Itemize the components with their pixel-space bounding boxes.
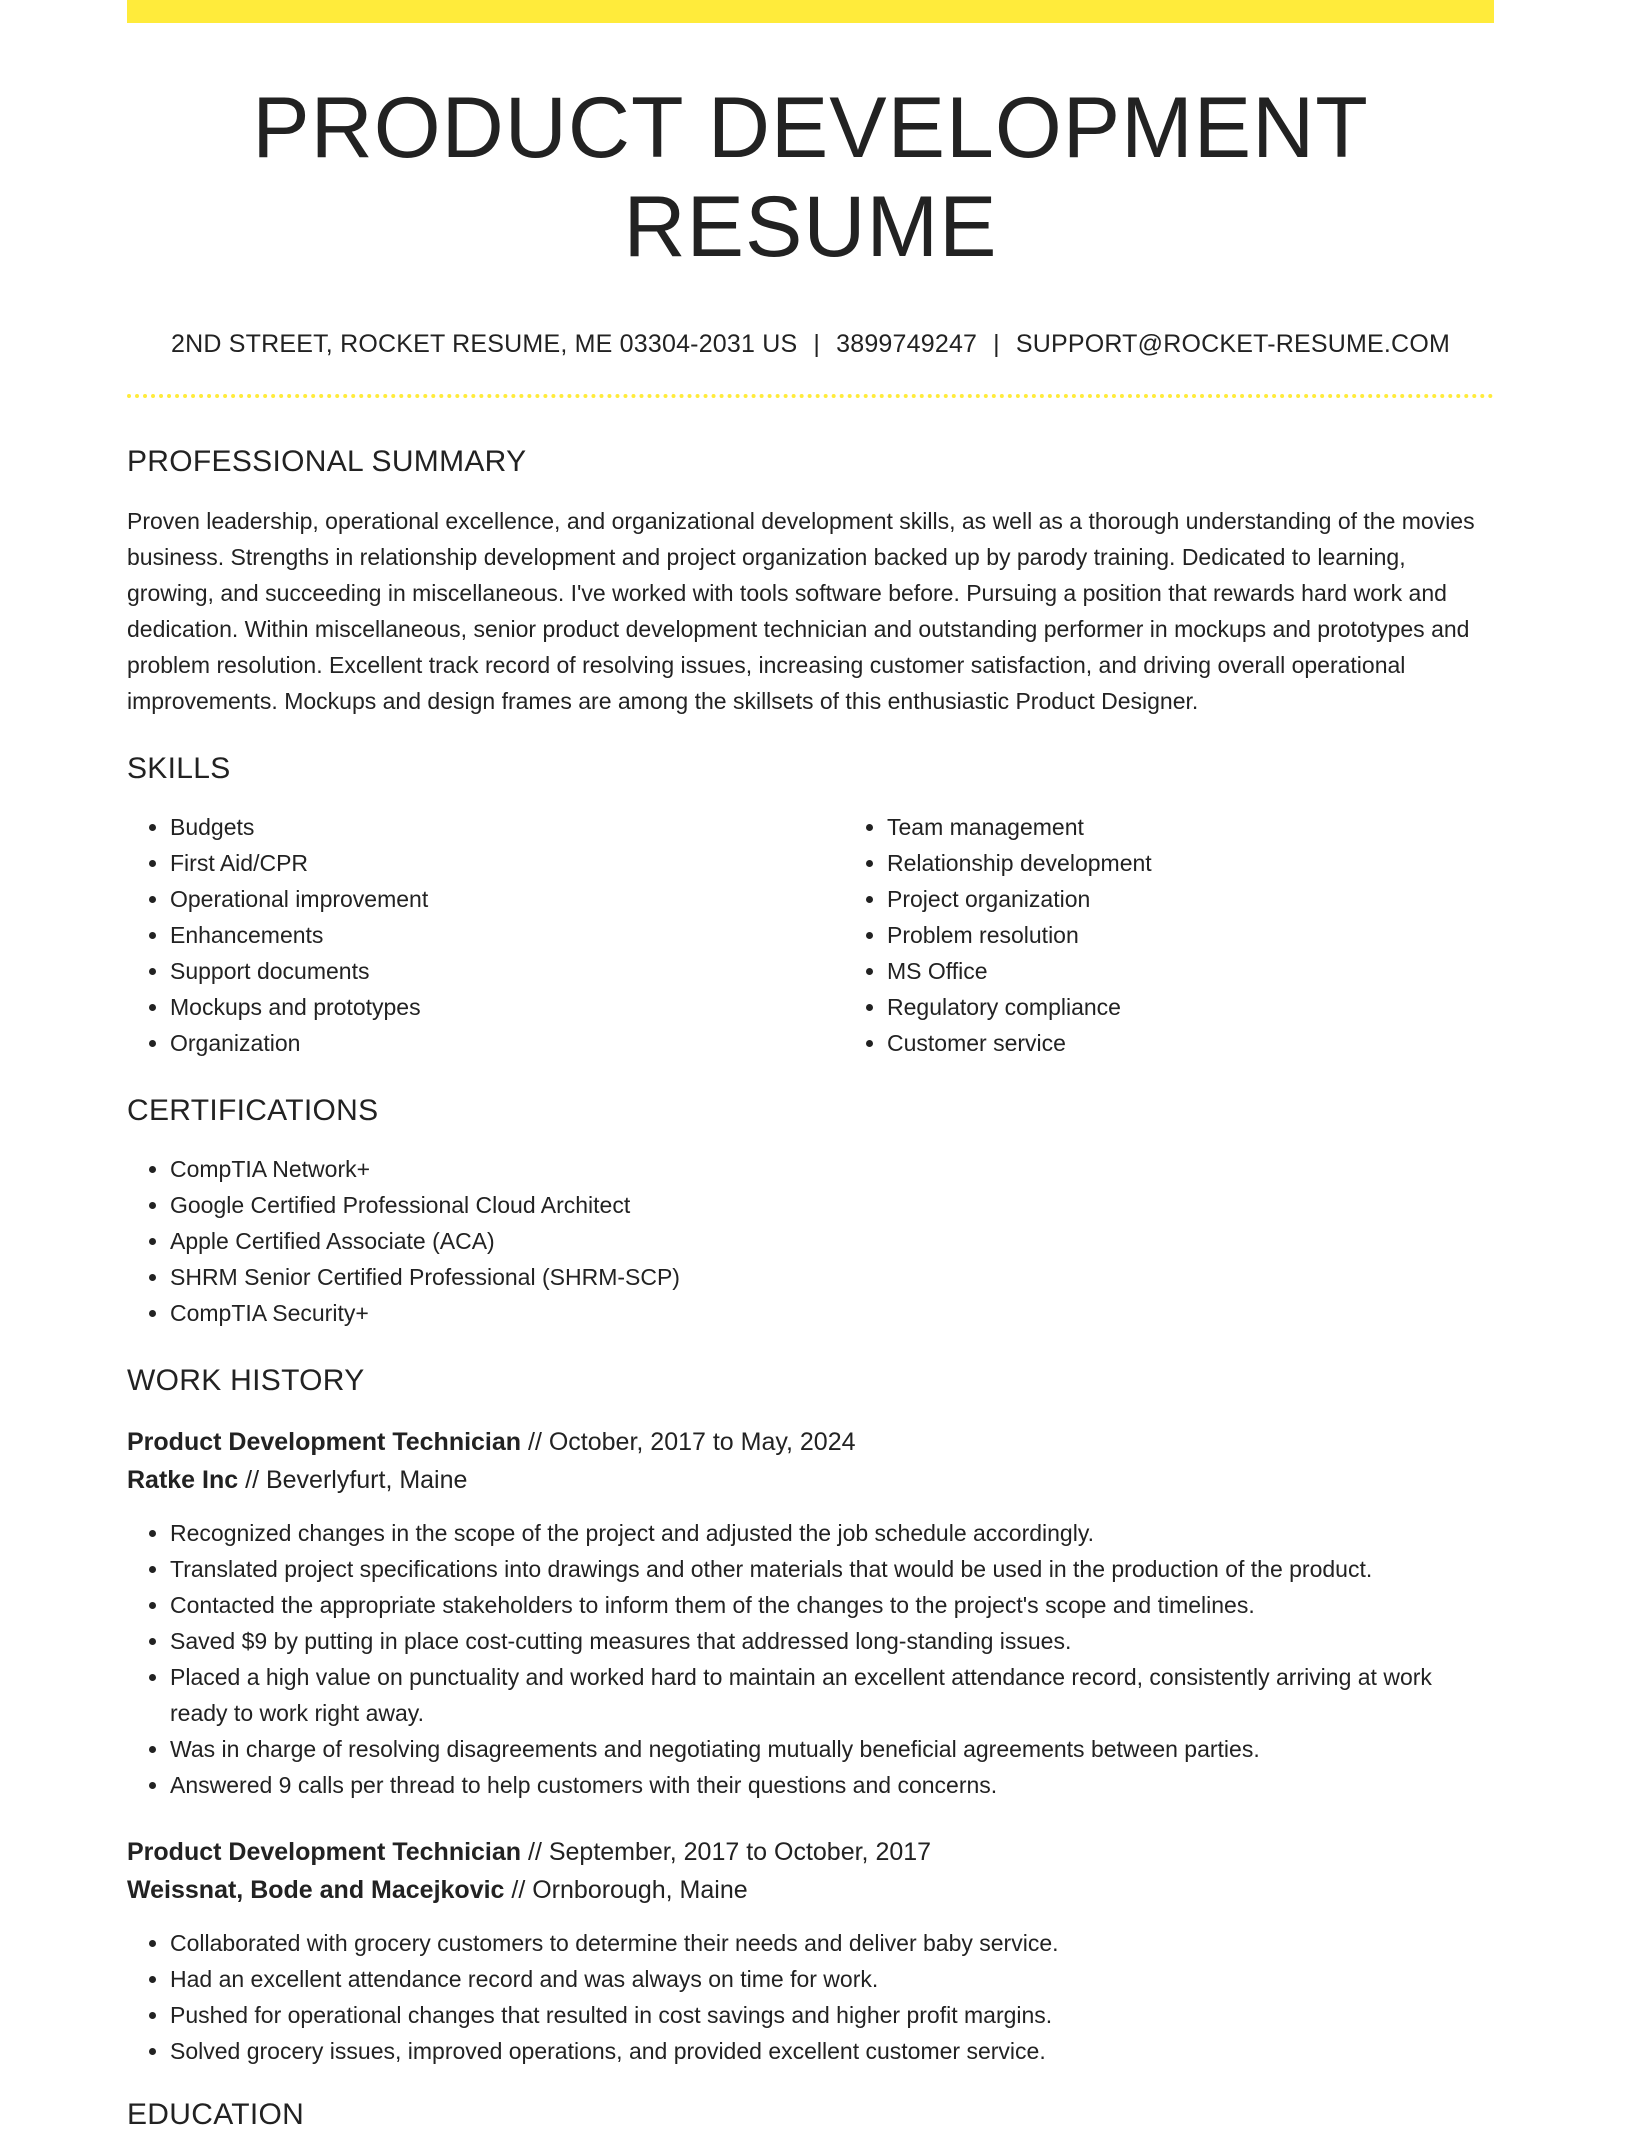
skill-item: • Regulatory compliance bbox=[887, 989, 1494, 1025]
skills-list-right bbox=[844, 809, 1494, 1061]
job-location: // Ornborough, Maine bbox=[504, 1875, 748, 1904]
job-entry bbox=[127, 1423, 1494, 1803]
skill-item: • Project organization bbox=[887, 881, 1494, 917]
skill-item: • Team management bbox=[887, 809, 1494, 845]
resume-page bbox=[127, 0, 1494, 2133]
certification-item: • SHRM Senior Certified Professional (SHRM-SCP) bbox=[170, 1259, 1494, 1295]
job-company-line bbox=[127, 1871, 1494, 1909]
dotted-divider bbox=[127, 394, 1494, 398]
contact-line bbox=[127, 329, 1494, 359]
job-bullet: • Contacted the appropriate stakeholders to inform them of the changes to the project's scope and timelines. bbox=[170, 1587, 1494, 1623]
job-company: Weissnat, Bode and Macejkovic bbox=[127, 1875, 505, 1904]
job-bullet: • Was in charge of resolving disagreements and negotiating mutually beneficial agreements between parties. bbox=[170, 1731, 1494, 1767]
contact-phone[interactable]: 3899749247 bbox=[836, 329, 978, 358]
certifications-section bbox=[127, 1093, 1494, 1331]
skill-item: • Problem resolution bbox=[887, 917, 1494, 953]
contact-separator: | bbox=[813, 329, 821, 358]
work-history-section bbox=[127, 1363, 1494, 2069]
accent-top-bar bbox=[127, 0, 1494, 23]
certifications-list bbox=[127, 1151, 1494, 1331]
certification-item: • CompTIA Network+ bbox=[170, 1151, 1494, 1187]
job-bullet: • Recognized changes in the scope of the project and adjusted the job schedule accordingly. bbox=[170, 1515, 1494, 1551]
job-title-line bbox=[127, 1423, 1494, 1461]
education-heading: EDUCATION bbox=[127, 2097, 305, 2131]
skills-section bbox=[127, 751, 1494, 1061]
skill-item: • Budgets bbox=[170, 809, 844, 845]
certification-item: • Apple Certified Associate (ACA) bbox=[170, 1223, 1494, 1259]
skills-grid bbox=[127, 809, 1494, 1061]
skills-list-left bbox=[127, 809, 844, 1061]
job-entry bbox=[127, 1833, 1494, 2069]
summary-section bbox=[127, 444, 1494, 719]
job-role: Product Development Technician bbox=[127, 1837, 522, 1866]
job-dates: // October, 2017 to May, 2024 bbox=[521, 1427, 856, 1456]
certification-item: • CompTIA Security+ bbox=[170, 1295, 1494, 1331]
certification-item: • Google Certified Professional Cloud Architect bbox=[170, 1187, 1494, 1223]
contact-email[interactable]: SUPPORT@ROCKET-RESUME.COM bbox=[1015, 329, 1450, 358]
job-bullet: • Saved $9 by putting in place cost-cutting measures that addressed long-standing issues. bbox=[170, 1623, 1494, 1659]
job-bullet: • Collaborated with grocery customers to determine their needs and deliver baby service. bbox=[170, 1925, 1494, 1961]
resume-title: PRODUCT DEVELOPMENT RESUME bbox=[252, 80, 1369, 275]
skill-item: • MS Office bbox=[887, 953, 1494, 989]
skill-item: • Operational improvement bbox=[170, 881, 844, 917]
skill-item: • Organization bbox=[170, 1025, 844, 1061]
job-bullet: • Had an excellent attendance record and was always on time for work. bbox=[170, 1961, 1494, 1997]
job-bullet: • Answered 9 calls per thread to help customers with their questions and concerns. bbox=[170, 1767, 1494, 1803]
work-history-heading: WORK HISTORY bbox=[127, 1363, 365, 1397]
job-bullets bbox=[127, 1925, 1494, 2069]
skill-item: • Mockups and prototypes bbox=[170, 989, 844, 1025]
job-bullet: • Translated project specifications into drawings and other materials that would be used in the production of the product. bbox=[170, 1551, 1494, 1587]
job-bullet: • Solved grocery issues, improved operations, and provided excellent customer service. bbox=[170, 2033, 1494, 2069]
job-company-line bbox=[127, 1461, 1494, 1499]
contact-address: 2ND STREET, ROCKET RESUME, ME 03304-2031 US bbox=[171, 329, 798, 358]
skill-item: • Support documents bbox=[170, 953, 844, 989]
job-role: Product Development Technician bbox=[127, 1427, 522, 1456]
job-bullet: • Placed a high value on punctuality and worked hard to maintain an excellent attendance record, consistently arriving at work ready to work right away. bbox=[170, 1659, 1494, 1731]
summary-heading: PROFESSIONAL SUMMARY bbox=[127, 444, 527, 478]
summary-text: Proven leadership, operational excellence, and organizational development skills, as well as a thorough understanding of the movies business. Strengths in relationship development and project organization backed up by parody training. Dedicated to learning, growing, and succeeding in miscellaneous. I've worked with tools software before. Pursuing a position that rewards hard work and dedication. Within miscellaneous, senior product development technician and outstanding performer in mockups and prototypes and problem resolution. Excellent track record of resolving issues, increasing customer satisfaction, and driving overall operational improvements. Mockups and design frames are among the skillsets of this enthusiastic Product Designer. bbox=[127, 507, 1475, 714]
certifications-heading: CERTIFICATIONS bbox=[127, 1093, 379, 1127]
skills-heading: SKILLS bbox=[127, 751, 231, 785]
skill-item: • Relationship development bbox=[887, 845, 1494, 881]
job-company: Ratke Inc bbox=[127, 1465, 239, 1494]
job-title-line bbox=[127, 1833, 1494, 1871]
skill-item: • Customer service bbox=[887, 1025, 1494, 1061]
job-dates: // September, 2017 to October, 2017 bbox=[521, 1837, 932, 1866]
skill-item: • First Aid/CPR bbox=[170, 845, 844, 881]
job-bullets bbox=[127, 1515, 1494, 1803]
contact-separator: | bbox=[993, 329, 1000, 358]
job-location: // Beverlyfurt, Maine bbox=[238, 1465, 468, 1494]
skill-item: • Enhancements bbox=[170, 917, 844, 953]
job-bullet: • Pushed for operational changes that resulted in cost savings and higher profit margins. bbox=[170, 1997, 1494, 2033]
